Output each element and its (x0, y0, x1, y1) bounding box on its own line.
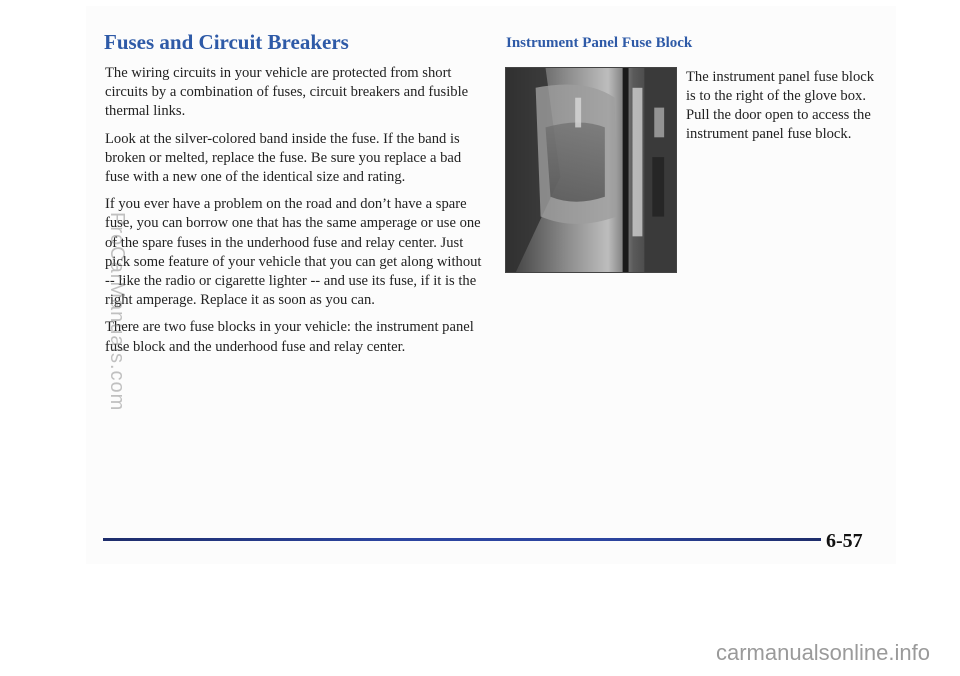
fuse-block-photo (505, 67, 677, 273)
footer-rule (103, 538, 821, 541)
left-column (105, 64, 485, 365)
page-number: 6-57 (826, 530, 863, 552)
paragraph-intro: The wiring circuits in your vehicle are protected from short circuits by a combination of fuses, circuit breakers and fusible thermal links. (105, 65, 469, 120)
paragraph-spare-fuse: If you ever have a problem on the road and don’t have a spare fuse, you can borrow one that has the same amperage or use one of the spare fuses in the underhood fuse and relay center. Just pick some feature of your vehicle that you can get along without -- like the radio or cigarette lighter -- and use its fuse, if it is the right amperage. Replace it as soon as you can. (105, 196, 482, 309)
watermark-procarmanuals: ProCarManuals.com (106, 212, 128, 412)
watermark-carmanualsonline[interactable]: carmanualsonline.info (715, 640, 930, 665)
paragraph-fuse-check: Look at the silver-colored band inside the fuse. If the band is broken or melted, replace the fuse. Be sure you replace a bad fuse with a new one of the identical size and rating. (105, 130, 462, 186)
sub-title: Instrument Panel Fuse Block (506, 35, 693, 51)
section-title: Fuses and Circuit Breakers (104, 30, 349, 54)
fuse-block-location-text: The instrument panel fuse block is to the right of the glove box. Pull the door open to access the instrument panel fuse block. (686, 69, 875, 142)
paragraph-fuse-blocks: There are two fuse blocks in your vehicle: the instrument panel fuse block and the underhood fuse and relay center. (105, 319, 474, 355)
